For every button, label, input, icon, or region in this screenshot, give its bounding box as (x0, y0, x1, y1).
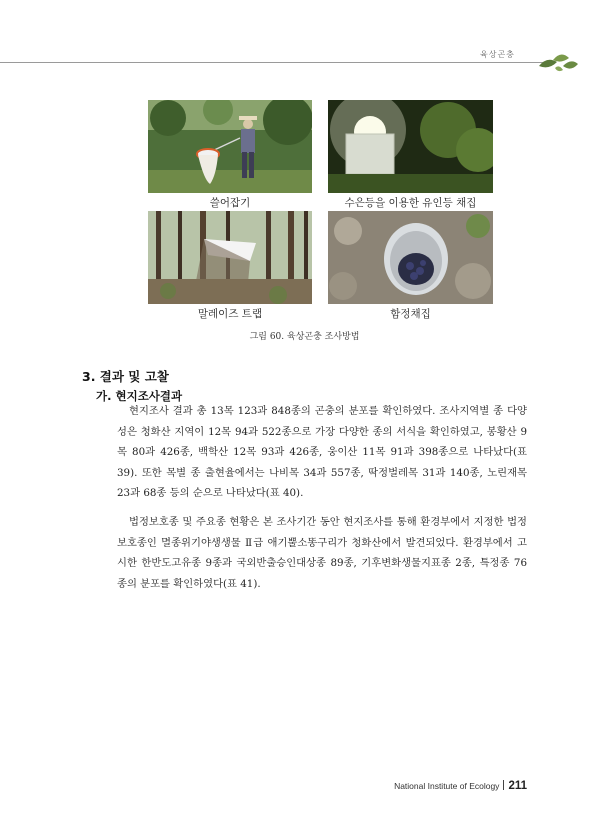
institute-name: National Institute of Ecology (394, 781, 500, 791)
page-number: 211 (508, 780, 527, 792)
body-paragraph: 법정보호종 및 주요종 현황은 본 조사기간 동안 현지조사를 통해 환경부에서 지정한 법정보호종인 멸종위기야생생물 Ⅱ급 애기뿔소똥구리가 청화산에서 발견되었다. 환경부에서 고시한 한반도고유종 9종과 국외반출승인대상종 89종, 기후변화생물지표종 2종, 특정종 76종의 분포를 확인하였다(표 41). (117, 516, 527, 590)
sweeping-photo (148, 100, 312, 193)
photo-caption: 수은등을 이용한 유인등 채집 (344, 197, 477, 209)
section-label: 육상곤충 (480, 50, 515, 59)
subsection-heading: 가. 현지조사결과 (96, 389, 183, 403)
header-rule (0, 62, 546, 63)
light-trap-photo (328, 100, 493, 193)
body-paragraph: 현지조사 결과 총 13목 123과 848종의 곤충의 분포를 확인하였다. 조사지역별 종 다양성은 청화산 지역이 12목 94과 522종으로 가장 다양한 종의 서식을 확인하였고, 봉황산 9목 80과 426종, 백학산 12목 93과 426종, 웅이산 11목 91과 398종으로 나타났다(표 39). 또한 목별 종 출현율에서는 나비목 34과 557종, 딱정벌레목 31과 140종, 노린재목 23과 68종 등의 순으로 나타났다(표 40). (117, 405, 527, 499)
footer-divider (503, 780, 504, 790)
photo-caption: 말레이즈 트랩 (197, 308, 263, 320)
leaf-icon (537, 52, 579, 74)
pitfall-trap-photo (328, 211, 493, 304)
photo-caption: 함정채집 (390, 308, 431, 320)
page-footer (380, 780, 527, 792)
malaise-trap-photo (148, 211, 312, 304)
figure-caption: 그림 60. 육상곤충 조사방법 (249, 332, 360, 342)
photo-caption: 쓸어잡기 (209, 197, 251, 209)
section-heading: 3. 결과 및 고찰 (82, 369, 169, 384)
